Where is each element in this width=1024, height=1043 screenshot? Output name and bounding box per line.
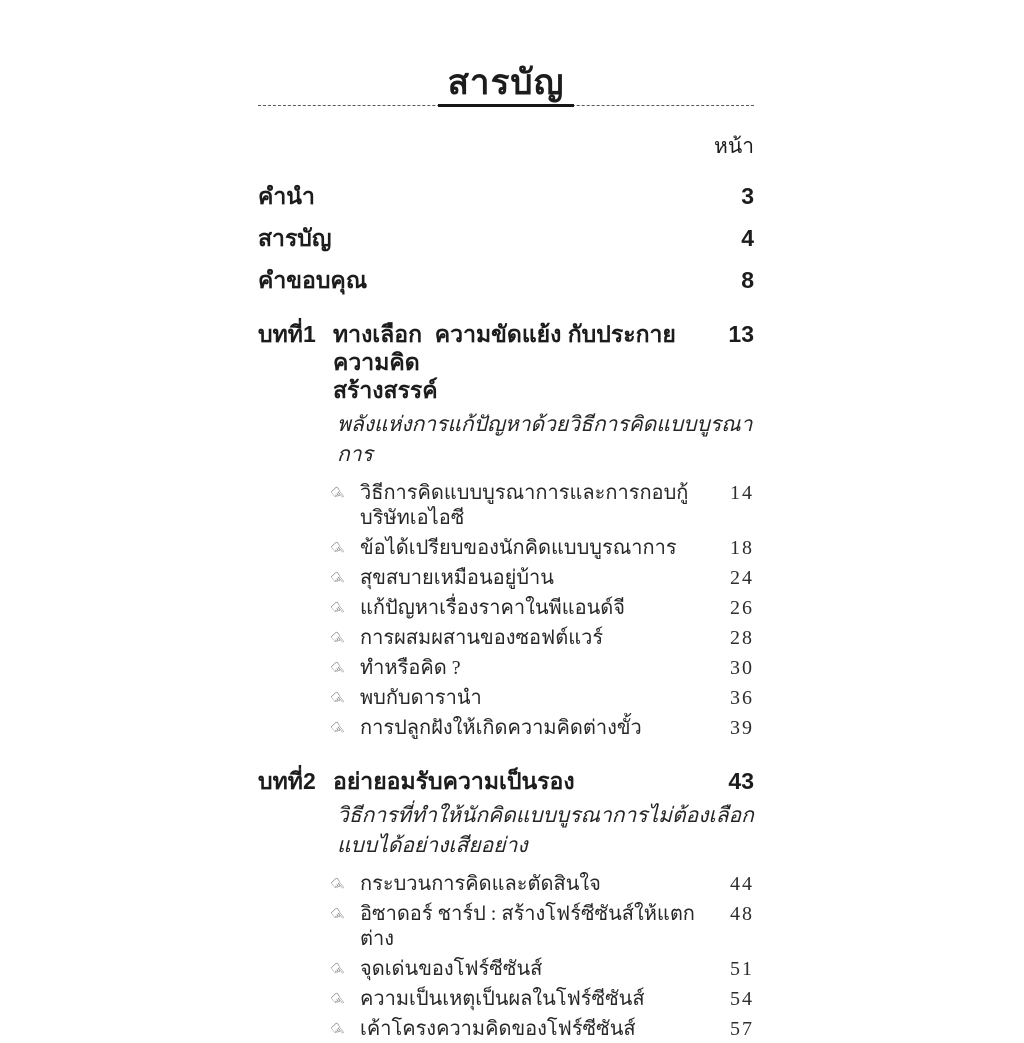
toc-item-text: การปลูกฝังให้เกิดความคิดต่างขั้ว — [360, 717, 642, 739]
hand-pointing-down-icon: ☟ — [327, 568, 348, 590]
toc-item-row — [258, 686, 754, 711]
toc-item-text: เค้าโครงความคิดของโฟร์ซีซันส์ — [360, 1018, 636, 1040]
toc-item-page: 57 — [730, 1018, 754, 1040]
toc-item-row — [258, 626, 754, 651]
front-matter-page: 8 — [741, 267, 754, 293]
title-rule — [258, 64, 754, 106]
toc-item-page: 36 — [730, 687, 754, 709]
chapter-subtitle: พลังแห่งการแก้ปัญหาด้วยวิธีการคิดแบบบูรณาการ — [337, 412, 753, 466]
chapter-label: บทที่ — [258, 321, 303, 347]
hand-pointing-down-icon: ☟ — [327, 874, 348, 896]
hand-pointing-down-icon: ☟ — [327, 658, 348, 680]
toc-item-page: 51 — [730, 958, 754, 980]
hand-pointing-down-icon: ☟ — [327, 904, 348, 926]
hand-pointing-down-icon: ☟ — [327, 688, 348, 710]
front-matter-page: 4 — [741, 225, 754, 251]
toc-item-page: 54 — [730, 988, 754, 1010]
toc-item-text: พบกับดารานำ — [360, 687, 482, 709]
toc-item-text: ข้อได้เปรียบของนักคิดแบบบูรณาการ — [360, 537, 677, 559]
toc-item-row — [258, 716, 754, 741]
toc-item-text: สุขสบายเหมือนอยู่บ้าน — [360, 567, 554, 589]
chapter-title: อย่ายอมรับความเป็นรอง — [333, 768, 575, 794]
chapter-subtitle: วิธีการที่ทำให้นักคิดแบบบูรณาการไม่ต้องเลือก แบบได้อย่างเสียอย่าง — [337, 803, 754, 857]
toc-item-row — [258, 536, 754, 561]
hand-pointing-down-icon: ☟ — [327, 1019, 348, 1041]
toc-item-row — [258, 987, 754, 1012]
toc-item-page: 18 — [730, 537, 754, 559]
chapter-section — [258, 320, 754, 741]
hand-pointing-down-icon: ☟ — [327, 989, 348, 1011]
front-matter-row — [258, 266, 754, 294]
chapter-title: ทางเลือก ความขัดแย้ง กับประกายความคิด สร้างสรรค์ — [333, 321, 676, 403]
front-matter-label: คำขอบคุณ — [258, 267, 368, 293]
toc-item-page: 28 — [730, 627, 754, 649]
toc-item-page: 26 — [730, 597, 754, 619]
toc-item-page: 14 — [730, 482, 754, 504]
toc-page — [258, 64, 754, 1042]
toc-item-text: แก้ปัญหาเรื่องราคาในพีแอนด์จี — [360, 597, 625, 619]
chapter-heading — [258, 767, 754, 795]
toc-item-page: 30 — [730, 657, 754, 679]
toc-item-page: 48 — [730, 903, 754, 925]
chapter-page: 13 — [728, 321, 754, 347]
front-matter-page: 3 — [741, 183, 754, 209]
toc-item-page: 39 — [730, 717, 754, 739]
chapter-number: 1 — [303, 321, 316, 347]
toc-item-row — [258, 656, 754, 681]
front-matter-label: คำนำ — [258, 183, 315, 209]
toc-item-text: ทำหรือคิด ? — [360, 657, 461, 679]
toc-item-text: ความเป็นเหตุเป็นผลในโฟร์ซีซันส์ — [360, 988, 645, 1010]
hand-pointing-down-icon: ☟ — [327, 718, 348, 740]
hand-pointing-down-icon: ☟ — [327, 598, 348, 620]
hand-pointing-down-icon: ☟ — [327, 538, 348, 560]
chapter-items — [258, 872, 754, 1042]
page-column-header: หน้า — [714, 134, 754, 158]
chapter-heading — [258, 320, 754, 404]
chapter-items — [258, 481, 754, 741]
front-matter-row — [258, 182, 754, 210]
toc-item-row — [258, 566, 754, 591]
chapter-label: บทที่ — [258, 768, 303, 794]
front-matter-row — [258, 224, 754, 252]
toc-item-row — [258, 481, 754, 531]
hand-pointing-down-icon: ☟ — [327, 483, 348, 505]
page-title: สารบัญ — [438, 64, 575, 107]
toc-item-row — [258, 957, 754, 982]
toc-item-text: วิธีการคิดแบบบูรณาการและการกอบกู้ บริษัทเอไอซี — [360, 482, 689, 529]
toc-item-text: จุดเด่นของโฟร์ซีซันส์ — [360, 958, 543, 980]
toc-item-row — [258, 1017, 754, 1042]
toc-item-text: การผสมผสานของซอฟต์แวร์ — [360, 627, 604, 649]
hand-pointing-down-icon: ☟ — [327, 959, 348, 981]
toc-item-text: กระบวนการคิดและตัดสินใจ — [360, 873, 601, 895]
toc-item-row — [258, 872, 754, 897]
chapter-section — [258, 767, 754, 1042]
toc-item-row — [258, 596, 754, 621]
hand-pointing-down-icon: ☟ — [327, 628, 348, 650]
toc-item-page: 24 — [730, 567, 754, 589]
toc-item-row — [258, 902, 754, 952]
toc-item-page: 44 — [730, 873, 754, 895]
front-matter-label: สารบัญ — [258, 225, 332, 251]
chapter-number: 2 — [303, 768, 316, 794]
toc-item-text: อิซาดอร์ ชาร์ป : สร้างโฟร์ซีซันส์ให้แตกต่าง — [360, 903, 695, 950]
chapter-page: 43 — [728, 768, 754, 794]
